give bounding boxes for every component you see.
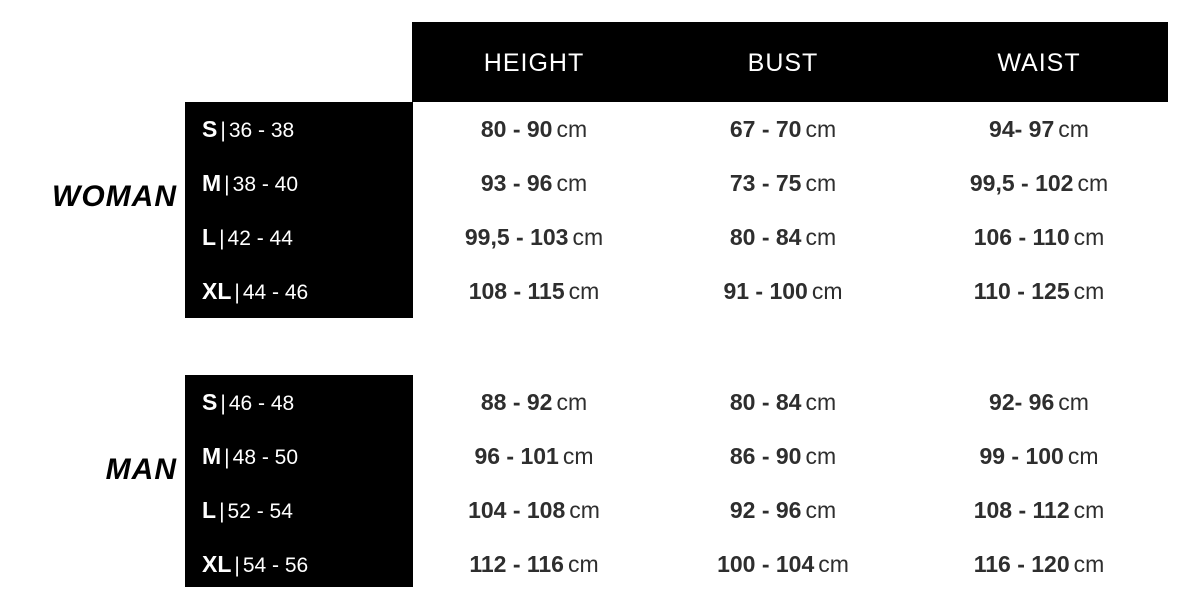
measurement-value: 110 - 125 (973, 278, 1070, 304)
measurement-value: 106 - 110 (973, 224, 1070, 250)
size-separator: | (220, 119, 226, 142)
table-row (185, 429, 1168, 483)
measurement-unit: cm (805, 389, 837, 415)
measurement-value: 88 - 92 (480, 389, 553, 415)
size-range: 42 - 44 (227, 227, 293, 250)
size-range: 44 - 46 (242, 281, 309, 304)
measurement-bust (656, 375, 910, 429)
measurement-height (412, 483, 656, 537)
size-separator: | (219, 227, 225, 250)
measurement-value: 80 - 84 (729, 389, 802, 415)
group-label-man: MAN (105, 453, 177, 486)
measurement-value: 104 - 108 (468, 497, 566, 523)
measurement-waist (910, 210, 1168, 264)
measurement-unit: cm (1058, 389, 1089, 415)
size-cell (185, 537, 413, 591)
measurement-unit: cm (1077, 170, 1109, 196)
size-range: 52 - 54 (227, 500, 293, 523)
size-range: 36 - 38 (228, 119, 295, 142)
measurement-waist (910, 156, 1168, 210)
size-code: S (202, 116, 218, 142)
measurement-value: 112 - 116 (469, 551, 564, 577)
size-code: XL (202, 551, 232, 577)
measurement-unit: cm (572, 224, 604, 250)
measurement-unit: cm (811, 278, 843, 304)
measurement-unit: cm (556, 116, 588, 142)
measurement-value: 67 - 70 (729, 116, 802, 142)
size-code: XL (202, 278, 232, 304)
measurement-unit: cm (567, 551, 599, 577)
measurement-bust (656, 537, 910, 591)
measurement-waist (910, 537, 1168, 591)
table-row (185, 537, 1168, 591)
size-cell (185, 375, 413, 429)
measurement-value: 80 - 90 (480, 116, 553, 142)
size-range: 38 - 40 (232, 173, 299, 196)
measurement-waist (910, 102, 1168, 156)
measurement-value: 108 - 115 (468, 278, 565, 304)
measurement-height (412, 429, 656, 483)
table-row (185, 156, 1168, 210)
size-cell (185, 210, 413, 264)
size-cell (185, 156, 413, 210)
measurement-bust (656, 483, 910, 537)
measurement-height (412, 102, 656, 156)
table-row (185, 264, 1168, 318)
size-range: 46 - 48 (228, 392, 295, 415)
measurement-unit: cm (1067, 443, 1099, 469)
column-header-height: HEIGHT (483, 49, 585, 77)
measurement-bust (656, 102, 910, 156)
measurement-unit: cm (805, 170, 837, 196)
measurement-bust (656, 156, 910, 210)
measurement-value: 92- 96 (989, 389, 1055, 415)
measurement-unit: cm (1058, 116, 1089, 142)
measurement-unit: cm (805, 443, 837, 469)
measurement-unit: cm (556, 170, 588, 196)
measurement-unit: cm (1073, 551, 1105, 577)
size-code: S (202, 389, 218, 415)
size-cell (185, 429, 413, 483)
size-separator: | (220, 392, 226, 415)
size-separator: | (219, 500, 225, 523)
measurement-unit: cm (568, 278, 600, 304)
measurement-bust (656, 429, 910, 483)
measurement-value: 91 - 100 (723, 278, 808, 304)
measurement-value: 92 - 96 (729, 497, 802, 523)
measurement-unit: cm (818, 551, 849, 577)
measurement-value: 73 - 75 (729, 170, 802, 196)
measurement-unit: cm (1073, 224, 1105, 250)
measurement-height (412, 264, 656, 318)
size-range: 48 - 50 (232, 446, 299, 469)
measurement-unit: cm (805, 224, 837, 250)
size-cell (185, 102, 413, 156)
measurement-unit: cm (562, 443, 594, 469)
measurement-height (412, 375, 656, 429)
measurement-unit: cm (805, 497, 837, 523)
measurement-value: 93 - 96 (480, 170, 553, 196)
size-code: L (202, 497, 217, 523)
table-row (185, 102, 1168, 156)
size-separator: | (234, 281, 240, 304)
measurement-waist (910, 429, 1168, 483)
column-header-bust: BUST (747, 49, 819, 77)
measurement-value: 86 - 90 (729, 443, 802, 469)
measurement-height (412, 537, 656, 591)
measurement-unit: cm (1073, 278, 1105, 304)
measurement-unit: cm (569, 497, 600, 523)
measurement-value: 108 - 112 (973, 497, 1070, 523)
measurement-waist (910, 483, 1168, 537)
measurement-unit: cm (1073, 497, 1105, 523)
size-cell (185, 264, 413, 318)
size-range: 54 - 56 (242, 554, 309, 577)
measurement-value: 80 - 84 (729, 224, 802, 250)
size-code: M (202, 170, 222, 196)
measurement-value: 99 - 100 (979, 443, 1064, 469)
measurement-value: 116 - 120 (973, 551, 1070, 577)
measurement-height (412, 156, 656, 210)
table-row (185, 210, 1168, 264)
measurement-waist (910, 264, 1168, 318)
table-row (185, 483, 1168, 537)
group-label-woman: WOMAN (52, 180, 177, 213)
measurement-unit: cm (556, 389, 588, 415)
size-separator: | (224, 173, 230, 196)
table-row (185, 375, 1168, 429)
measurement-value: 100 - 104 (717, 551, 815, 577)
measurement-value: 94- 97 (989, 116, 1055, 142)
size-code: M (202, 443, 222, 469)
measurement-value: 99,5 - 102 (969, 170, 1074, 196)
size-separator: | (224, 446, 230, 469)
measurement-value: 96 - 101 (474, 443, 559, 469)
measurement-unit: cm (805, 116, 837, 142)
column-header-waist: WAIST (997, 49, 1081, 77)
measurement-waist (910, 375, 1168, 429)
measurement-bust (656, 264, 910, 318)
measurement-value: 99,5 - 103 (464, 224, 569, 250)
size-cell (185, 483, 413, 537)
size-code: L (202, 224, 217, 250)
measurement-height (412, 210, 656, 264)
size-separator: | (234, 554, 240, 577)
measurement-bust (656, 210, 910, 264)
